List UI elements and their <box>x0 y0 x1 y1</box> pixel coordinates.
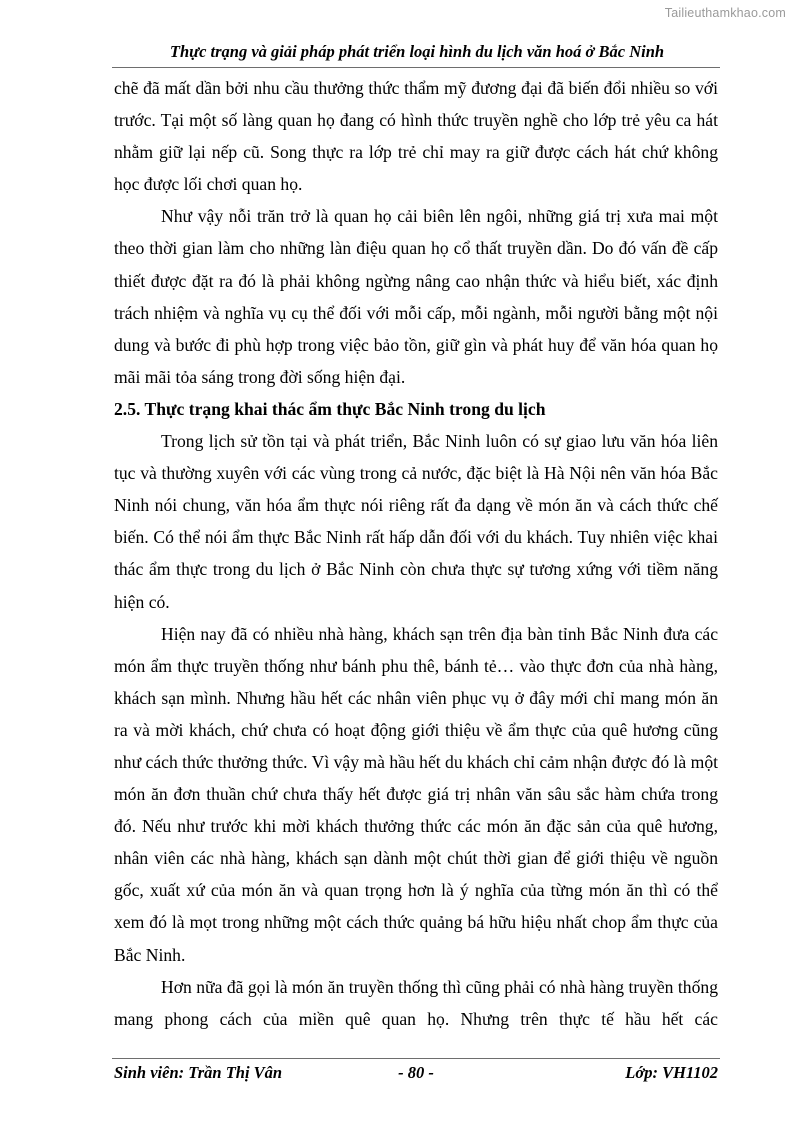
page-footer <box>114 1060 718 1086</box>
paragraph: Hiện nay đã có nhiều nhà hàng, khách sạn trên địa bàn tỉnh Bắc Ninh đưa các món ẩm thực truyền thống như bánh phu thê, bánh tẻ… vào thực đơn của nhà hàng, khách sạn mình. Nhưng hầu hết các nhân viên phục vụ ở đây mới chỉ mang món ăn ra và mời khách, chứ chưa có hoạt động giới thiệu về ẩm thực của quê hương cũng như cách thức thưởng thức. Vì vậy mà hầu hết du khách chỉ cảm nhận được đó là một món ăn đơn thuần chứ chưa thấy hết được giá trị nhân văn sâu sắc hàm chứa trong đó. Nếu như trước khi mời khách thưởng thức các món ăn đặc sản của quê hương, nhân viên các nhà hàng, khách sạn dành một chút thời gian để giới thiệu về nguồn gốc, xuất xứ của món ăn và quan trọng hơn là ý nghĩa của từng món ăn thì có thể xem đó là mọt trong những một cách thức quảng bá hữu hiệu nhất chop ẩm thực của Bắc Ninh. <box>114 623 718 965</box>
page-number: - 80 - <box>398 1063 434 1082</box>
paragraph: Hơn nữa đã gọi là món ăn truyền thống thì cũng phải có nhà hàng truyền thống mang phong cách của miền quê quan họ. Nhưng trên thực tế hầu hết các <box>114 976 718 1029</box>
running-header-title: Thực trạng và giải pháp phát triển loại hình du lịch văn hoá ở Bắc Ninh <box>169 42 665 61</box>
footer-divider <box>112 1058 720 1059</box>
footer-class: Lớp: VH1102 <box>625 1063 718 1082</box>
paragraph-continuation: chẽ đã mất dần bởi nhu cầu thưởng thức thẩm mỹ đương đại đã biến đổi nhiều so với trước. Tại một số làng quan họ đang có hình thức truyền nghề cho lớp trẻ yêu ca hát nhằm giữ lại nếp cũ. Song thực ra lớp trẻ chỉ may ra giữ được cách hát chứ không học được lối chơi quan họ. <box>114 78 718 195</box>
section-heading: 2.5. Thực trạng khai thác ẩm thực Bắc Ninh trong du lịch <box>114 398 546 419</box>
paragraph: Trong lịch sử tồn tại và phát triển, Bắc Ninh luôn có sự giao lưu văn hóa liên tục và thường xuyên với các vùng trong cả nước, đặc biệt là Hà Nội nên văn hóa Bắc Ninh nói chung, văn hóa ẩm thực nói riêng rất đa dạng về món ăn và cách thức chế biến. Có thể nói ẩm thực Bắc Ninh rất hấp dẫn đối với du khách. Tuy nhiên việc khai thác ẩm thực trong du lịch ở Bắc Ninh còn chưa thực sự tương xứng với tiềm năng hiện có. <box>114 431 718 612</box>
paragraph: Như vậy nỗi trăn trở là quan họ cải biên lên ngôi, những giá trị xưa mai một theo thời gian làm cho những làn điệu quan họ cổ thất truyền dần. Do đó vấn đề cấp thiết được đặt ra đó là phải không ngừng nâng cao nhận thức và hiểu biết, xác định trách nhiệm và nghĩa vụ cụ thể đối với mỗi cấp, mỗi ngành, mỗi người bằng một nội dung và bước đi phù hợp trong việc bảo tồn, giữ gìn và phát huy để văn hóa quan họ mãi mãi tỏa sáng trong đời sống hiện đại. <box>114 206 718 387</box>
watermark: Tailieuthamkhao.com <box>664 6 786 20</box>
footer-student-name: Sinh viên: Trần Thị Vân <box>114 1063 283 1082</box>
page-content <box>114 72 718 1035</box>
header-divider <box>112 67 720 68</box>
